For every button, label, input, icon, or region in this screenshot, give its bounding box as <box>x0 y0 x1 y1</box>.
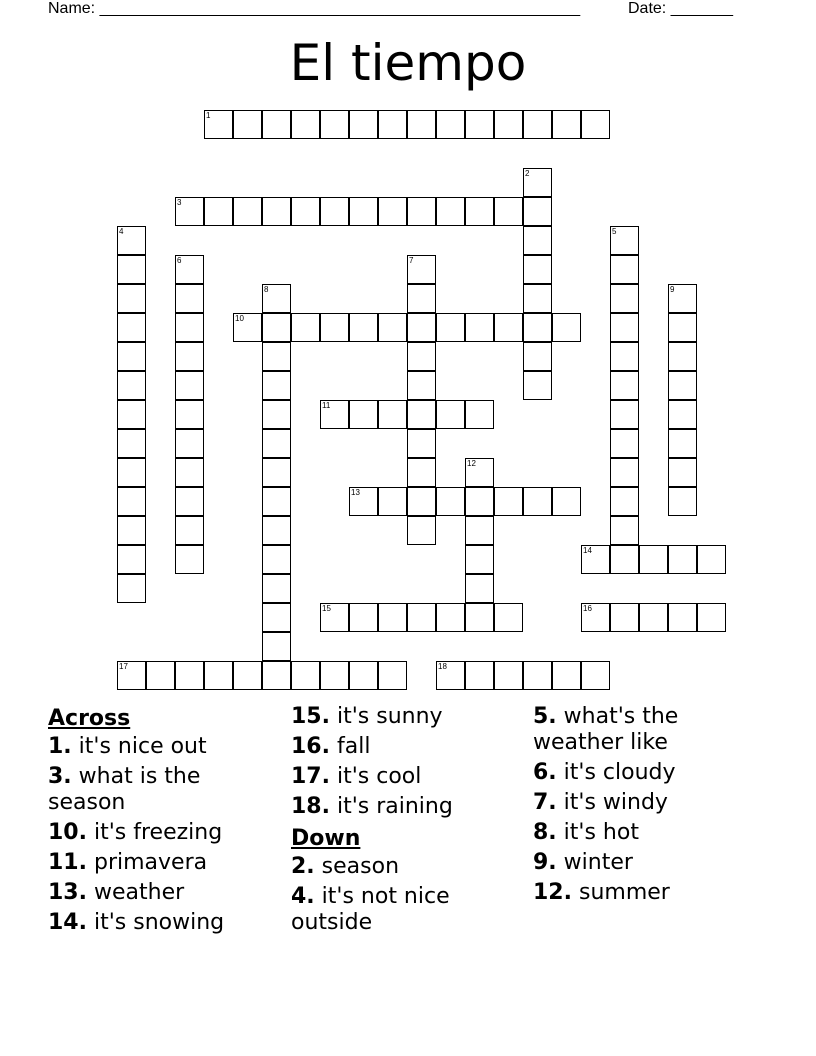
crossword-cell[interactable] <box>494 487 523 516</box>
crossword-cell[interactable] <box>668 400 697 429</box>
crossword-cell[interactable] <box>378 313 407 342</box>
crossword-cell[interactable] <box>697 545 726 574</box>
crossword-cell[interactable] <box>523 110 552 139</box>
crossword-cell[interactable] <box>146 661 175 690</box>
clues-column-3 <box>533 704 773 910</box>
name-field: Name: ______________________________________________________ <box>48 0 581 17</box>
crossword-cell[interactable] <box>407 197 436 226</box>
crossword-cell[interactable] <box>262 603 291 632</box>
across-clue: 10. it's freezing <box>48 820 223 845</box>
crossword-cell[interactable] <box>581 110 610 139</box>
across-clue: 16. fall <box>291 734 371 759</box>
clue-number: 7 <box>409 256 414 265</box>
crossword-cell[interactable] <box>436 603 465 632</box>
page-title: El tiempo <box>289 34 527 92</box>
crossword-cell[interactable] <box>262 487 291 516</box>
crossword-cell[interactable] <box>523 487 552 516</box>
clue-number: 8 <box>264 285 269 294</box>
crossword-cell[interactable] <box>175 516 204 545</box>
crossword-cell[interactable] <box>262 284 291 313</box>
crossword-cell[interactable] <box>378 400 407 429</box>
crossword-cell[interactable] <box>407 255 436 284</box>
crossword-cell[interactable] <box>291 197 320 226</box>
clue-number: 5 <box>612 227 617 236</box>
crossword-cell[interactable] <box>175 400 204 429</box>
crossword-cell[interactable] <box>465 110 494 139</box>
crossword-cell[interactable] <box>407 371 436 400</box>
crossword-cell[interactable] <box>436 197 465 226</box>
crossword-cell[interactable] <box>610 342 639 371</box>
crossword-cell[interactable] <box>465 661 494 690</box>
crossword-cell[interactable] <box>523 371 552 400</box>
crossword-cell[interactable] <box>407 110 436 139</box>
crossword-cell[interactable] <box>465 603 494 632</box>
crossword-cell[interactable] <box>349 661 378 690</box>
crossword-cell[interactable] <box>262 632 291 661</box>
clue-number: 12 <box>467 459 476 468</box>
crossword-cell[interactable] <box>668 545 697 574</box>
clue-number: 14 <box>583 546 592 555</box>
crossword-cell[interactable] <box>407 458 436 487</box>
crossword-cell[interactable] <box>378 110 407 139</box>
crossword-cell[interactable] <box>407 284 436 313</box>
crossword-cell[interactable] <box>117 516 146 545</box>
crossword-cell[interactable] <box>610 313 639 342</box>
crossword-cell[interactable] <box>175 661 204 690</box>
crossword-cell[interactable] <box>407 487 436 516</box>
crossword-cell[interactable] <box>262 197 291 226</box>
clue-number: 10 <box>235 314 244 323</box>
crossword-cell[interactable] <box>233 313 262 342</box>
crossword-cell[interactable] <box>465 197 494 226</box>
crossword-cell[interactable] <box>552 110 581 139</box>
crossword-cell[interactable] <box>436 110 465 139</box>
crossword-cell[interactable] <box>436 661 465 690</box>
clue-number: 11 <box>322 401 331 410</box>
crossword-cell[interactable] <box>262 545 291 574</box>
crossword-cell[interactable] <box>117 545 146 574</box>
clue-number: 15 <box>322 604 331 613</box>
crossword-cell[interactable] <box>668 342 697 371</box>
crossword-cell[interactable] <box>581 545 610 574</box>
crossword-cell[interactable] <box>233 110 262 139</box>
crossword-cell[interactable] <box>320 603 349 632</box>
down-clue: 6. it's cloudy <box>533 760 676 785</box>
crossword-cell[interactable] <box>668 429 697 458</box>
crossword-cell[interactable] <box>581 661 610 690</box>
down-clue: 5. what's the weather like <box>533 704 679 755</box>
crossword-cell[interactable] <box>610 516 639 545</box>
crossword-cell[interactable] <box>117 487 146 516</box>
crossword-cell[interactable] <box>523 197 552 226</box>
crossword-cell[interactable] <box>117 226 146 255</box>
crossword-cell[interactable] <box>639 603 668 632</box>
crossword-cell[interactable] <box>668 603 697 632</box>
clue-number: 3 <box>177 198 182 207</box>
crossword-cell[interactable] <box>349 197 378 226</box>
across-clue: 18. it's raining <box>291 794 453 819</box>
crossword-cell[interactable] <box>204 661 233 690</box>
crossword-cell[interactable] <box>175 342 204 371</box>
crossword-cell[interactable] <box>117 342 146 371</box>
crossword-cell[interactable] <box>117 371 146 400</box>
crossword-cell[interactable] <box>465 400 494 429</box>
crossword-cell[interactable] <box>552 313 581 342</box>
crossword-cell[interactable] <box>349 313 378 342</box>
clue-number: 9 <box>670 285 675 294</box>
clues-column-1 <box>48 704 283 940</box>
crossword-cell[interactable] <box>349 487 378 516</box>
crossword-cell[interactable] <box>117 458 146 487</box>
crossword-cell[interactable] <box>523 226 552 255</box>
clue-number: 18 <box>438 662 447 671</box>
crossword-cell[interactable] <box>610 226 639 255</box>
crossword-cell[interactable] <box>494 603 523 632</box>
crossword-cell[interactable] <box>291 313 320 342</box>
down-clue: 9. winter <box>533 850 633 875</box>
clue-number: 4 <box>119 227 124 236</box>
crossword-cell[interactable] <box>523 661 552 690</box>
down-clue: 8. it's hot <box>533 820 639 845</box>
across-clue: 13. weather <box>48 880 185 905</box>
crossword-cell[interactable] <box>291 661 320 690</box>
clue-number: 17 <box>119 662 128 671</box>
crossword-cell[interactable] <box>668 371 697 400</box>
crossword-cell[interactable] <box>523 284 552 313</box>
across-clue: 11. primavera <box>48 850 208 875</box>
crossword-cell[interactable] <box>610 603 639 632</box>
crossword-cell[interactable] <box>465 313 494 342</box>
crossword-cell[interactable] <box>262 429 291 458</box>
crossword-cell[interactable] <box>581 603 610 632</box>
down-clue: 4. it's not nice outside <box>291 884 450 935</box>
crossword-cell[interactable] <box>378 603 407 632</box>
crossword-cell[interactable] <box>117 574 146 603</box>
clue-number: 1 <box>206 111 211 120</box>
crossword-cell[interactable] <box>552 487 581 516</box>
crossword-cell[interactable] <box>262 458 291 487</box>
across-clue: 17. it's cool <box>291 764 422 789</box>
crossword-cell[interactable] <box>378 487 407 516</box>
crossword-cell[interactable] <box>175 545 204 574</box>
crossword-cell[interactable] <box>320 313 349 342</box>
crossword-cell[interactable] <box>117 313 146 342</box>
crossword-cell[interactable] <box>523 255 552 284</box>
crossword-cell[interactable] <box>175 487 204 516</box>
crossword-cell[interactable] <box>610 284 639 313</box>
crossword-cell[interactable] <box>465 487 494 516</box>
clue-number: 13 <box>351 488 360 497</box>
crossword-cell[interactable] <box>697 603 726 632</box>
across-clue: 3. what is the season <box>48 764 201 815</box>
crossword-cell[interactable] <box>465 545 494 574</box>
crossword-cell[interactable] <box>262 313 291 342</box>
crossword-cell[interactable] <box>117 429 146 458</box>
crossword-cell[interactable] <box>175 429 204 458</box>
crossword-cell[interactable] <box>465 574 494 603</box>
crossword-cell[interactable] <box>494 313 523 342</box>
down-clue: 12. summer <box>533 880 670 905</box>
crossword-cell[interactable] <box>349 603 378 632</box>
crossword-cell[interactable] <box>610 255 639 284</box>
crossword-cell[interactable] <box>262 342 291 371</box>
clue-number: 2 <box>525 169 530 178</box>
crossword-cell[interactable] <box>175 371 204 400</box>
crossword-cell[interactable] <box>320 110 349 139</box>
crossword-cell[interactable] <box>378 197 407 226</box>
crossword-cell[interactable] <box>523 313 552 342</box>
crossword-cell[interactable] <box>552 661 581 690</box>
crossword-cell[interactable] <box>117 255 146 284</box>
crossword-cell[interactable] <box>175 458 204 487</box>
crossword-cell[interactable] <box>233 661 262 690</box>
crossword-cell[interactable] <box>436 313 465 342</box>
crossword-cell[interactable] <box>407 516 436 545</box>
crossword-cell[interactable] <box>494 110 523 139</box>
crossword-cell[interactable] <box>175 313 204 342</box>
crossword-cell[interactable] <box>117 284 146 313</box>
across-clue: 15. it's sunny <box>291 704 443 729</box>
crossword-cell[interactable] <box>175 284 204 313</box>
crossword-cell[interactable] <box>668 487 697 516</box>
clue-number: 6 <box>177 256 182 265</box>
crossword-cell[interactable] <box>262 371 291 400</box>
down-heading: Down <box>291 826 361 851</box>
crossword-cell[interactable] <box>610 429 639 458</box>
crossword-cell[interactable] <box>262 661 291 690</box>
clue-number: 16 <box>583 604 592 613</box>
crossword-cell[interactable] <box>262 400 291 429</box>
crossword-cell[interactable] <box>320 400 349 429</box>
crossword-cell[interactable] <box>610 487 639 516</box>
crossword-cell[interactable] <box>668 284 697 313</box>
across-clue: 14. it's snowing <box>48 910 225 935</box>
crossword-cell[interactable] <box>407 603 436 632</box>
crossword-cell[interactable] <box>175 255 204 284</box>
crossword-cell[interactable] <box>436 400 465 429</box>
crossword-cell[interactable] <box>610 545 639 574</box>
crossword-cell[interactable] <box>494 197 523 226</box>
crossword-cell[interactable] <box>349 110 378 139</box>
crossword-cell[interactable] <box>465 516 494 545</box>
crossword-cell[interactable] <box>262 110 291 139</box>
crossword-cell[interactable] <box>523 342 552 371</box>
crossword-cell[interactable] <box>117 661 146 690</box>
across-heading: Across <box>48 706 131 731</box>
crossword-cell[interactable] <box>668 313 697 342</box>
clues-column-2 <box>291 704 526 940</box>
crossword-cell[interactable] <box>407 400 436 429</box>
down-clue: 2. season <box>291 854 400 879</box>
crossword-cell[interactable] <box>320 197 349 226</box>
crossword-cell[interactable] <box>349 400 378 429</box>
across-clue: 1. it's nice out <box>48 734 207 759</box>
crossword-cell[interactable] <box>407 342 436 371</box>
crossword-cell[interactable] <box>610 371 639 400</box>
crossword-cell[interactable] <box>523 168 552 197</box>
crossword-cell[interactable] <box>175 197 204 226</box>
crossword-cell[interactable] <box>204 110 233 139</box>
crossword-cell[interactable] <box>262 516 291 545</box>
crossword-cell[interactable] <box>233 197 262 226</box>
crossword-cell[interactable] <box>204 197 233 226</box>
date-field: Date: _______ <box>628 0 733 17</box>
crossword-cell[interactable] <box>494 661 523 690</box>
crossword-cell[interactable] <box>320 661 349 690</box>
crossword-cell[interactable] <box>465 458 494 487</box>
crossword-cell[interactable] <box>668 458 697 487</box>
crossword-cell[interactable] <box>436 487 465 516</box>
crossword-cell[interactable] <box>407 313 436 342</box>
crossword-cell[interactable] <box>610 458 639 487</box>
crossword-cell[interactable] <box>407 429 436 458</box>
crossword-cell[interactable] <box>291 110 320 139</box>
crossword-cell[interactable] <box>117 400 146 429</box>
crossword-cell[interactable] <box>639 545 668 574</box>
crossword-cell[interactable] <box>262 574 291 603</box>
down-clue: 7. it's windy <box>533 790 668 815</box>
crossword-cell[interactable] <box>610 400 639 429</box>
crossword-cell[interactable] <box>378 661 407 690</box>
